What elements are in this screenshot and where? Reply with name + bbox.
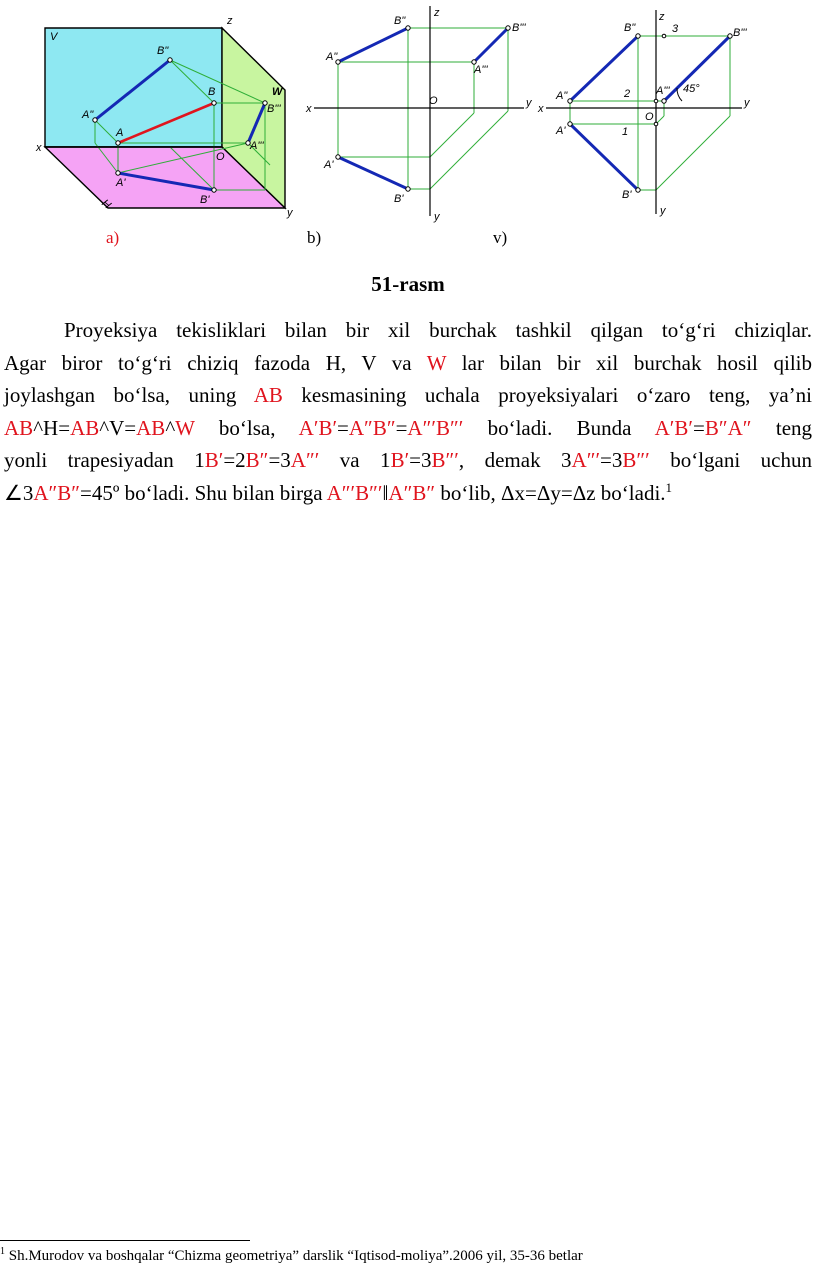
term-b: B″′ — [355, 480, 383, 505]
text-run: =2 — [223, 448, 246, 473]
term-b: B″ — [412, 480, 436, 505]
label-a3-v: A''' — [656, 85, 670, 97]
term-w: W — [426, 350, 447, 375]
label-b-a: B — [208, 86, 216, 98]
text-run: Proyeksiya tekisliklari bilan bir xil burchak tashkil qilgan to‘g‘ri chiziqlar. — [64, 318, 812, 342]
text-run: bo‘lib, Δx=Δy=Δz bo‘ladi. — [435, 480, 666, 505]
label-b1-b: B' — [394, 193, 404, 205]
label-plane-h: H — [99, 197, 114, 212]
text-run: =3 — [409, 448, 432, 473]
text-run: ^ — [165, 415, 176, 440]
figure-svg — [0, 0, 816, 250]
caption-b: b) — [307, 228, 322, 247]
term-b: B″ — [57, 480, 81, 505]
label-a1-b: A' — [324, 159, 334, 171]
term-a: A″′ — [571, 448, 601, 473]
label-a1-a: A' — [116, 177, 126, 189]
label-a2-v: A" — [556, 90, 568, 102]
text-run: , demak 3 — [458, 448, 572, 473]
label-a-a: A — [116, 127, 124, 139]
paragraph-line-4 — [4, 412, 812, 445]
label-a1-v: A' — [556, 125, 566, 137]
term-b: B″′ — [431, 448, 459, 473]
term-ab: AB — [4, 415, 34, 440]
panel-a — [35, 15, 294, 219]
label-axis-x-a: x — [36, 142, 42, 154]
term-a: A″ — [727, 415, 752, 440]
text-run: =45º bo‘ladi. Shu bilan birga — [80, 480, 327, 505]
term-a: A″′ — [326, 480, 356, 505]
label-axis-y2-v: y — [660, 205, 666, 217]
label-b3-v: B''' — [733, 27, 747, 39]
angle-arc — [677, 88, 682, 101]
text-run: = — [395, 415, 408, 440]
term-a: A″ — [33, 480, 58, 505]
projection-a3b3-b — [474, 28, 508, 62]
label-b2-v: B" — [624, 22, 636, 34]
label-axis-x-v: x — [538, 103, 544, 115]
label-a3-a: A''' — [250, 140, 264, 152]
text-run: bo‘lsa, — [194, 415, 299, 440]
figure-title: 51-rasm — [371, 272, 445, 296]
label-axis-z-b: z — [434, 7, 440, 19]
label-b1-a: B' — [200, 194, 210, 206]
term-b: B″ — [245, 448, 269, 473]
term-a: A″ — [348, 415, 373, 440]
term-a: A″′ — [290, 448, 320, 473]
term-b: B″′ — [622, 448, 650, 473]
label-axis-y-b: y — [526, 97, 532, 109]
paragraph-line-5 — [4, 444, 812, 477]
text-run: bo‘ladi. Bunda — [463, 415, 655, 440]
term-b: B′ — [204, 448, 224, 473]
footnote-text: Sh.Murodov va boshqalar “Chizma geometriya” darslik “Iqtisod-moliya”.2006 yil, 35-36 betlar — [5, 1248, 583, 1264]
label-point-3: 3 — [672, 23, 679, 35]
term-ab: AB — [253, 383, 283, 408]
footnote-ref: 1 — [665, 479, 673, 495]
footnote-marker: 1 — [0, 1246, 5, 1257]
panel-v — [537, 10, 751, 217]
label-b2-a: B" — [157, 45, 169, 57]
text-run: ‖ — [382, 480, 389, 505]
term-w: W — [175, 415, 195, 440]
text-run: =3 — [600, 448, 623, 473]
label-b1-v: B' — [622, 189, 632, 201]
panel-b — [305, 6, 533, 223]
label-a2-a: A" — [82, 109, 94, 121]
term-ab: AB — [136, 415, 166, 440]
label-angle-45: 45° — [683, 83, 700, 95]
figure-51 — [0, 0, 816, 250]
text-run: lar bilan bir xil burchak hosil qilib — [446, 350, 812, 375]
text-run: =3 — [268, 448, 291, 473]
projection-a1b1-b — [338, 157, 408, 189]
term-ab: AB — [70, 415, 100, 440]
text-run: bo‘lgani uchun — [649, 448, 812, 473]
body-paragraph — [4, 314, 812, 510]
text-run: va 1 — [319, 448, 391, 473]
text-run: ^V= — [99, 415, 137, 440]
text-run: yonli trapesiyadan 1 — [4, 448, 205, 473]
label-plane-v: V — [50, 31, 58, 43]
projection-a2b2-b — [338, 28, 408, 62]
label-point-2: 2 — [624, 88, 631, 100]
label-b3-a: B''' — [267, 103, 281, 115]
text-run: Agar biror to‘g‘ri chiziq fazoda H, V va — [4, 350, 427, 375]
term-b: B″ — [704, 415, 728, 440]
label-origin-b: O — [429, 95, 438, 107]
label-a3-b: A''' — [474, 64, 488, 76]
label-origin-a: O — [216, 151, 225, 163]
term-b: B′ — [390, 448, 410, 473]
label-axis-y2-b: y — [434, 211, 440, 223]
footnote — [0, 1248, 583, 1265]
label-axis-x-b: x — [306, 103, 312, 115]
text-run: ^H= — [33, 415, 71, 440]
caption-a — [106, 228, 119, 248]
paragraph-line-2 — [4, 347, 812, 380]
term-b: B′ — [318, 415, 338, 440]
label-plane-w: W — [272, 86, 283, 98]
term-b: B″ — [372, 415, 396, 440]
text-run: = — [693, 415, 705, 440]
paragraph-line-1 — [4, 314, 812, 347]
term-b: B″′ — [435, 415, 464, 440]
text-run: = — [337, 415, 349, 440]
label-b3-b: B''' — [512, 22, 526, 34]
label-a2-b: A" — [326, 51, 338, 63]
text-run: teng — [751, 415, 813, 440]
term-a: A″′ — [407, 415, 436, 440]
term-b: B′ — [674, 415, 694, 440]
label-axis-y-v: y — [744, 97, 750, 109]
paragraph-line-3 — [4, 379, 812, 412]
label-point-1: 1 — [622, 126, 629, 138]
term-a: A′ — [298, 415, 319, 440]
label-axis-z-v: z — [659, 11, 665, 23]
caption-v: v) — [493, 228, 508, 247]
label-axis-y-a: y — [287, 207, 293, 219]
text-run: kesmasining uchala proyeksiyalari o‘zaro teng, ya’ni — [282, 383, 813, 408]
label-axis-z-a: z — [227, 15, 233, 27]
label-origin-v: O — [645, 111, 654, 123]
text-run: joylashgan bo‘lsa, uning — [4, 383, 254, 408]
caption-a-letter: a) — [106, 228, 120, 247]
text-run: ∠3 — [4, 480, 34, 505]
term-a: A′ — [654, 415, 675, 440]
footnote-rule — [0, 1240, 250, 1241]
label-b2-b: B" — [394, 15, 406, 27]
term-a: A″ — [388, 480, 413, 505]
paragraph-line-6 — [4, 477, 812, 510]
